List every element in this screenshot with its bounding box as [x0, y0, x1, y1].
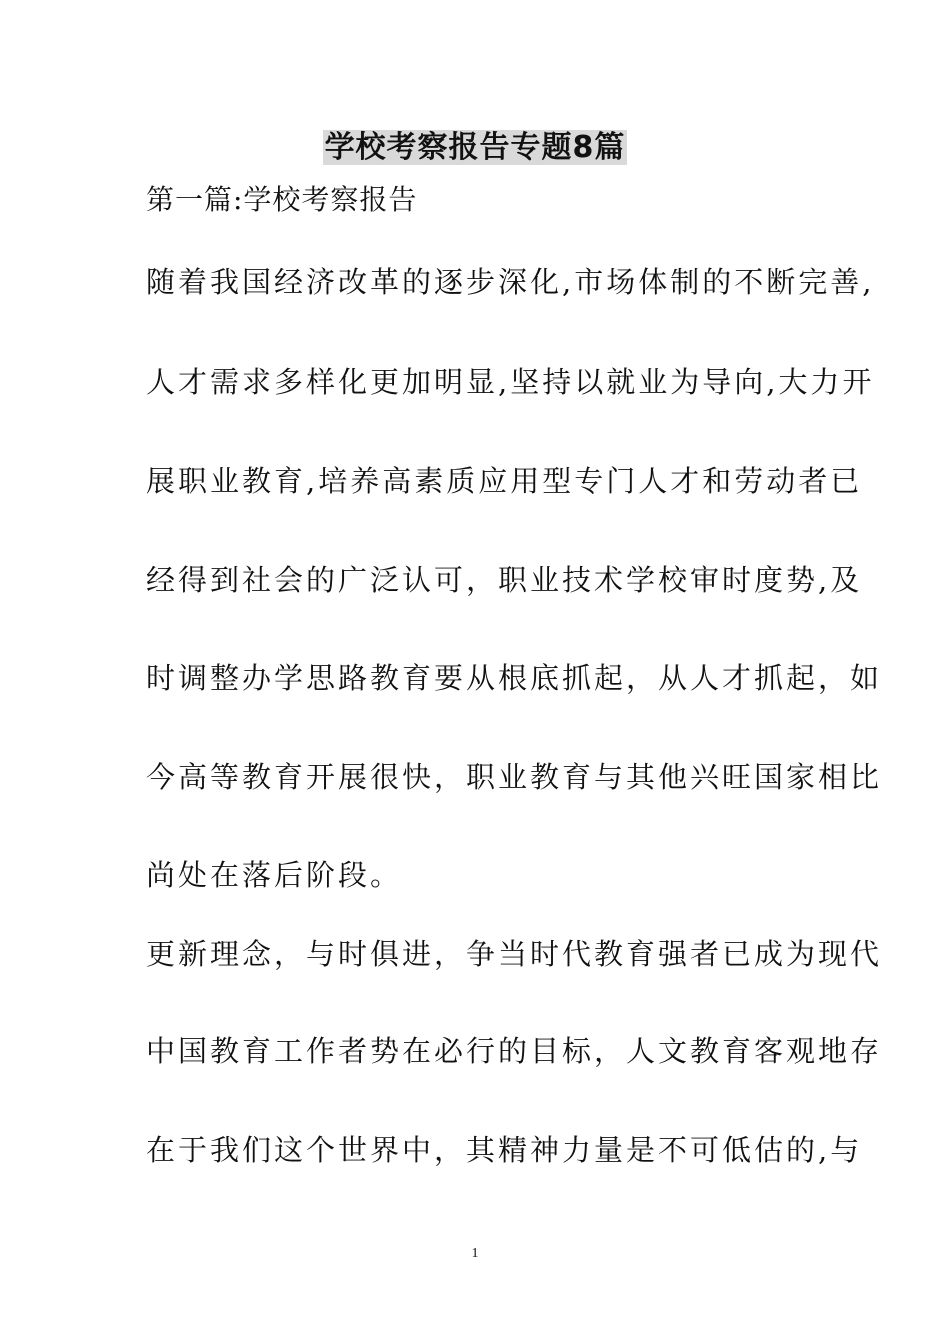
paragraph-1-line-1: 随着我国经济改革的逐步深化,市场体制的不断完善,: [146, 265, 875, 299]
paragraph-1-line-6: 今高等教育开展很快，职业教育与其他兴旺国家相比: [146, 760, 883, 794]
paragraph-1-line-5: 时调整办学思路教育要从根底抓起，从人才抓起，如: [146, 661, 883, 695]
paragraph-2-line-3: 在于我们这个世界中，其精神力量是不可低估的,与: [146, 1133, 863, 1167]
paragraph-1-line-2: 人才需求多样化更加明显,坚持以就业为导向,大力开: [146, 365, 875, 399]
paragraph-1-line-3: 展职业教育,培养高素质应用型专门人才和劳动者已: [146, 464, 863, 498]
page-number: 1: [471, 1246, 479, 1261]
paragraph-1-line-4: 经得到社会的广泛认可，职业技术学校审时度势,及: [146, 563, 863, 597]
paragraph-2-line-2: 中国教育工作者势在必行的目标，人文教育客观地存: [146, 1034, 883, 1068]
document-title-text: 学校考察报告专题8篇: [324, 130, 626, 165]
document-title: [0, 126, 950, 170]
paragraph-1-line-7: 尚处在落后阶段。: [146, 858, 403, 892]
paragraph-2-line-1: 更新理念，与时俱进，争当时代教育强者已成为现代: [146, 937, 883, 971]
section-heading: 第一篇:学校考察报告: [146, 183, 418, 216]
